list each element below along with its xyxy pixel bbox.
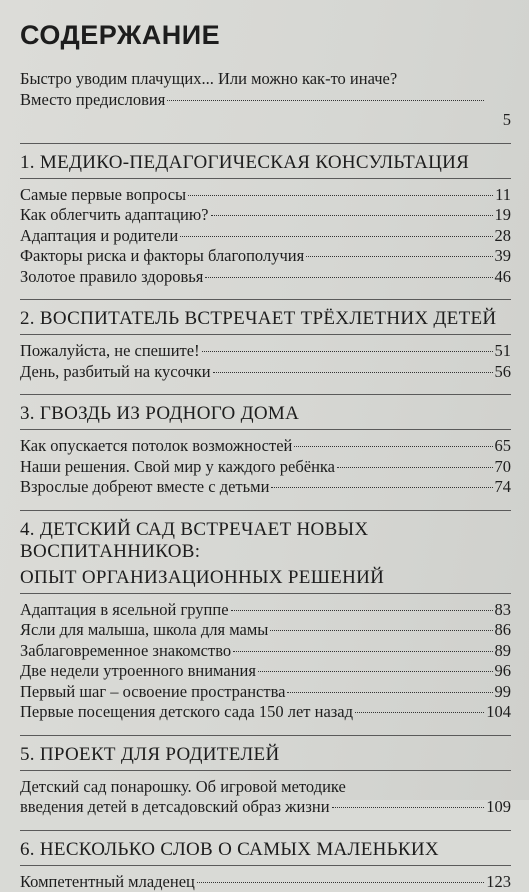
page-number: 5 xyxy=(503,110,511,131)
entry-text: Как облегчить адаптацию? xyxy=(20,205,209,226)
toc-entry xyxy=(20,246,511,267)
page-title: СОДЕРЖАНИЕ xyxy=(20,20,511,51)
toc-entry xyxy=(20,341,511,362)
dot-leader xyxy=(271,487,492,488)
heading-rule xyxy=(20,865,511,866)
entry-text: введения детей в детсадовский образ жизни xyxy=(20,797,330,818)
entry-text: Заблаговременное знакомство xyxy=(20,641,231,662)
entry-text: Первые посещения детского сада 150 лет назад xyxy=(20,702,353,723)
page-number: 39 xyxy=(495,246,512,267)
page-number: 83 xyxy=(495,600,512,621)
dot-leader xyxy=(270,630,492,631)
dot-leader xyxy=(233,651,492,652)
entry-text: День, разбитый на кусочки xyxy=(20,362,211,383)
heading-rule xyxy=(20,770,511,771)
page-number: 51 xyxy=(495,341,512,362)
dot-leader xyxy=(180,236,492,237)
toc-entry xyxy=(20,600,511,621)
entry-text: Детский сад понарошку. Об игровой методике xyxy=(20,777,346,798)
dot-leader xyxy=(294,446,492,447)
toc-entry xyxy=(20,661,511,682)
dot-leader xyxy=(306,256,492,257)
section-2 xyxy=(20,308,511,382)
dot-leader xyxy=(258,671,493,672)
entry-text: Две недели утроенного внимания xyxy=(20,661,256,682)
entry-text: Быстро уводим плачущих... Или можно как-то иначе? xyxy=(20,69,397,90)
heading-rule xyxy=(20,429,511,430)
entry-text: Компетентный младенец xyxy=(20,872,195,892)
section-heading-line2: ОПЫТ ОРГАНИЗАЦИОННЫХ РЕШЕНИЙ xyxy=(20,567,511,589)
entry-text: Адаптация и родители xyxy=(20,226,178,247)
dot-leader xyxy=(213,372,493,373)
toc-entry xyxy=(20,702,511,723)
section-heading: 6. НЕСКОЛЬКО СЛОВ О САМЫХ МАЛЕНЬКИХ xyxy=(20,839,511,861)
section-heading: 4. ДЕТСКИЙ САД ВСТРЕЧАЕТ НОВЫХ ВОСПИТАННИКОВ: xyxy=(20,519,511,563)
toc-entry xyxy=(20,90,511,111)
page-number: 28 xyxy=(495,226,512,247)
entry-text: Адаптация в ясельной группе xyxy=(20,600,229,621)
heading-rule xyxy=(20,334,511,335)
toc-entry xyxy=(20,185,511,206)
intro-entry xyxy=(20,69,511,131)
section-divider xyxy=(20,735,511,736)
page-number: 70 xyxy=(495,457,512,478)
section-heading: 3. ГВОЗДЬ ИЗ РОДНОГО ДОМА xyxy=(20,403,511,425)
entry-text: Самые первые вопросы xyxy=(20,185,186,206)
page-number: 104 xyxy=(486,702,511,723)
entry-text: Золотое правило здоровья xyxy=(20,267,203,288)
dot-leader xyxy=(355,712,484,713)
section-6 xyxy=(20,839,511,892)
toc-entry xyxy=(20,872,511,892)
page-number: 65 xyxy=(495,436,512,457)
dot-leader xyxy=(287,692,492,693)
toc-entry xyxy=(20,777,511,798)
dot-leader xyxy=(332,807,485,808)
entry-text: Факторы риска и факторы благополучия xyxy=(20,246,304,267)
dot-leader xyxy=(202,351,493,352)
page-number: 89 xyxy=(495,641,512,662)
toc-entry xyxy=(20,362,511,383)
entry-text: Как опускается потолок возможностей xyxy=(20,436,292,457)
toc-entry xyxy=(20,682,511,703)
toc-entry xyxy=(20,457,511,478)
dot-leader xyxy=(205,277,492,278)
entry-text: Наши решения. Свой мир у каждого ребёнка xyxy=(20,457,335,478)
heading-rule xyxy=(20,178,511,179)
toc-entry xyxy=(20,226,511,247)
entry-text: Ясли для малыша, школа для мамы xyxy=(20,620,268,641)
page-number: 109 xyxy=(486,797,511,818)
entry-text: Взрослые добреют вместе с детьми xyxy=(20,477,269,498)
page-number: 123 xyxy=(486,872,511,892)
page-number: 19 xyxy=(495,205,512,226)
entry-text: Вместо предисловия xyxy=(20,90,165,111)
dot-leader xyxy=(231,610,493,611)
section-divider xyxy=(20,143,511,144)
section-5 xyxy=(20,744,511,818)
toc-entry xyxy=(20,267,511,288)
section-3 xyxy=(20,403,511,498)
section-1 xyxy=(20,152,511,288)
toc-entry xyxy=(20,205,511,226)
dot-leader xyxy=(197,882,484,883)
page-number: 99 xyxy=(495,682,512,703)
section-divider xyxy=(20,299,511,300)
page-number: 74 xyxy=(495,477,512,498)
toc-entry xyxy=(20,69,511,90)
toc-entry xyxy=(20,436,511,457)
section-heading: 1. МЕДИКО-ПЕДАГОГИЧЕСКАЯ КОНСУЛЬТАЦИЯ xyxy=(20,152,511,174)
dot-leader xyxy=(188,195,493,196)
page-number: 86 xyxy=(495,620,512,641)
section-heading: 2. ВОСПИТАТЕЛЬ ВСТРЕЧАЕТ ТРЁХЛЕТНИХ ДЕТЕЙ xyxy=(20,308,511,330)
page-number: 96 xyxy=(495,661,512,682)
section-divider xyxy=(20,394,511,395)
toc-entry xyxy=(20,797,511,818)
section-divider xyxy=(20,510,511,511)
dot-leader xyxy=(167,100,484,101)
toc-entry xyxy=(20,641,511,662)
toc-entry xyxy=(20,477,511,498)
entry-text: Первый шаг – освоение пространства xyxy=(20,682,285,703)
page-number: 46 xyxy=(495,267,512,288)
entry-text: Пожалуйста, не спешите! xyxy=(20,341,200,362)
toc-entry xyxy=(20,620,511,641)
heading-rule xyxy=(20,593,511,594)
section-heading: 5. ПРОЕКТ ДЛЯ РОДИТЕЛЕЙ xyxy=(20,744,511,766)
page-number: 56 xyxy=(495,362,512,383)
section-4 xyxy=(20,519,511,723)
section-divider xyxy=(20,830,511,831)
toc-entry xyxy=(20,110,511,131)
dot-leader xyxy=(337,467,493,468)
dot-leader xyxy=(211,215,493,216)
page-number: 11 xyxy=(495,185,511,206)
